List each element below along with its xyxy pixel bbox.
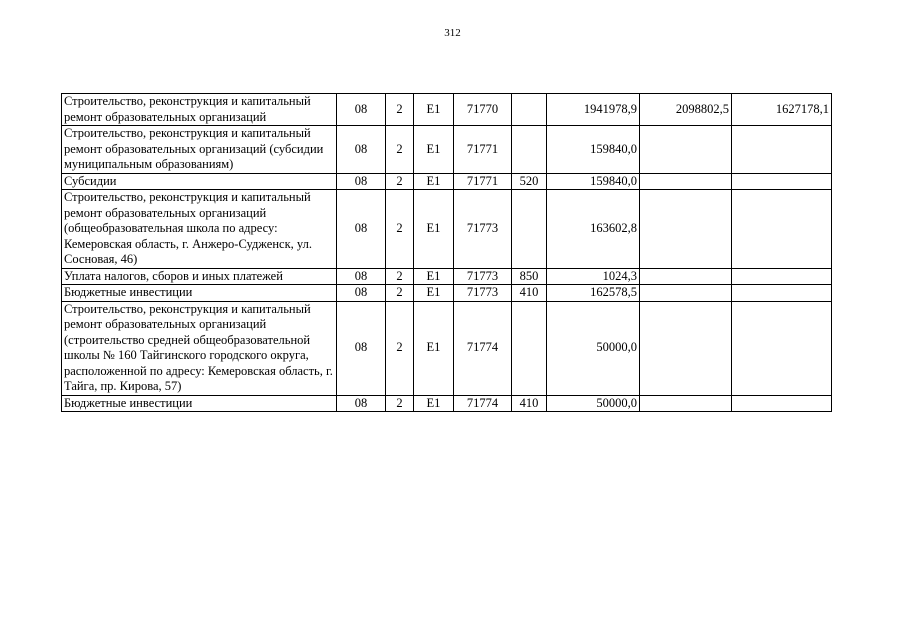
expense-type-code <box>512 301 547 395</box>
amount-year-1: 1024,3 <box>547 268 640 285</box>
row-name: Строительство, реконструкция и капитальный ремонт образовательных организаций (общеобразовательная школа по адресу: Кемеровская область, г. Анжеро-Судженск, ул. Сосновая, 46) <box>62 190 337 269</box>
amount-year-2 <box>640 395 732 412</box>
section-code: 08 <box>337 94 386 126</box>
program-code: Е1 <box>414 268 454 285</box>
row-name: Бюджетные инвестиции <box>62 285 337 302</box>
article-code: 71774 <box>454 301 512 395</box>
row-name: Строительство, реконструкция и капитальный ремонт образовательных организаций <box>62 94 337 126</box>
table-row <box>62 268 832 285</box>
section-code: 08 <box>337 173 386 190</box>
row-name: Строительство, реконструкция и капитальный ремонт образовательных организаций (субсидии муниципальным образованиям) <box>62 126 337 174</box>
row-name: Бюджетные инвестиции <box>62 395 337 412</box>
article-code: 71771 <box>454 173 512 190</box>
program-code: Е1 <box>414 190 454 269</box>
amount-year-3 <box>732 173 832 190</box>
amount-year-2 <box>640 268 732 285</box>
program-code: Е1 <box>414 285 454 302</box>
expense-type-code <box>512 126 547 174</box>
subsection-code: 2 <box>386 395 414 412</box>
amount-year-3 <box>732 268 832 285</box>
amount-year-3: 1627178,1 <box>732 94 832 126</box>
amount-year-1: 50000,0 <box>547 301 640 395</box>
amount-year-2 <box>640 190 732 269</box>
table-row <box>62 173 832 190</box>
expense-type-code: 410 <box>512 395 547 412</box>
amount-year-3 <box>732 395 832 412</box>
amount-year-3 <box>732 126 832 174</box>
program-code: Е1 <box>414 301 454 395</box>
subsection-code: 2 <box>386 285 414 302</box>
amount-year-1: 1941978,9 <box>547 94 640 126</box>
article-code: 71770 <box>454 94 512 126</box>
page-number: 312 <box>444 27 461 39</box>
section-code: 08 <box>337 268 386 285</box>
article-code: 71773 <box>454 190 512 269</box>
amount-year-2 <box>640 126 732 174</box>
amount-year-1: 162578,5 <box>547 285 640 302</box>
article-code: 71771 <box>454 126 512 174</box>
amount-year-2 <box>640 301 732 395</box>
table-row <box>62 126 832 174</box>
amount-year-1: 163602,8 <box>547 190 640 269</box>
amount-year-3 <box>732 301 832 395</box>
expense-type-code: 850 <box>512 268 547 285</box>
amount-year-2: 2098802,5 <box>640 94 732 126</box>
section-code: 08 <box>337 285 386 302</box>
program-code: Е1 <box>414 126 454 174</box>
row-name: Субсидии <box>62 173 337 190</box>
table-row <box>62 285 832 302</box>
row-name: Уплата налогов, сборов и иных платежей <box>62 268 337 285</box>
table-row <box>62 190 832 269</box>
expense-type-code <box>512 190 547 269</box>
table-row <box>62 395 832 412</box>
section-code: 08 <box>337 301 386 395</box>
section-code: 08 <box>337 126 386 174</box>
budget-table <box>61 93 832 412</box>
expense-type-code: 410 <box>512 285 547 302</box>
amount-year-2 <box>640 285 732 302</box>
article-code: 71773 <box>454 268 512 285</box>
amount-year-3 <box>732 285 832 302</box>
amount-year-1: 159840,0 <box>547 173 640 190</box>
program-code: Е1 <box>414 173 454 190</box>
amount-year-2 <box>640 173 732 190</box>
subsection-code: 2 <box>386 301 414 395</box>
subsection-code: 2 <box>386 126 414 174</box>
table-row <box>62 94 832 126</box>
subsection-code: 2 <box>386 268 414 285</box>
amount-year-3 <box>732 190 832 269</box>
article-code: 71774 <box>454 395 512 412</box>
subsection-code: 2 <box>386 94 414 126</box>
program-code: Е1 <box>414 94 454 126</box>
section-code: 08 <box>337 395 386 412</box>
expense-type-code <box>512 94 547 126</box>
amount-year-1: 159840,0 <box>547 126 640 174</box>
row-name: Строительство, реконструкция и капитальный ремонт образовательных организаций (строительство средней общеобразовательной школы № 160 Тайгинского городского округа, расположенной по адресу: Кемеровская область, г. Тайга, пр. Кирова, 57) <box>62 301 337 395</box>
amount-year-1: 50000,0 <box>547 395 640 412</box>
subsection-code: 2 <box>386 173 414 190</box>
subsection-code: 2 <box>386 190 414 269</box>
section-code: 08 <box>337 190 386 269</box>
program-code: Е1 <box>414 395 454 412</box>
expense-type-code: 520 <box>512 173 547 190</box>
table-row <box>62 301 832 395</box>
article-code: 71773 <box>454 285 512 302</box>
